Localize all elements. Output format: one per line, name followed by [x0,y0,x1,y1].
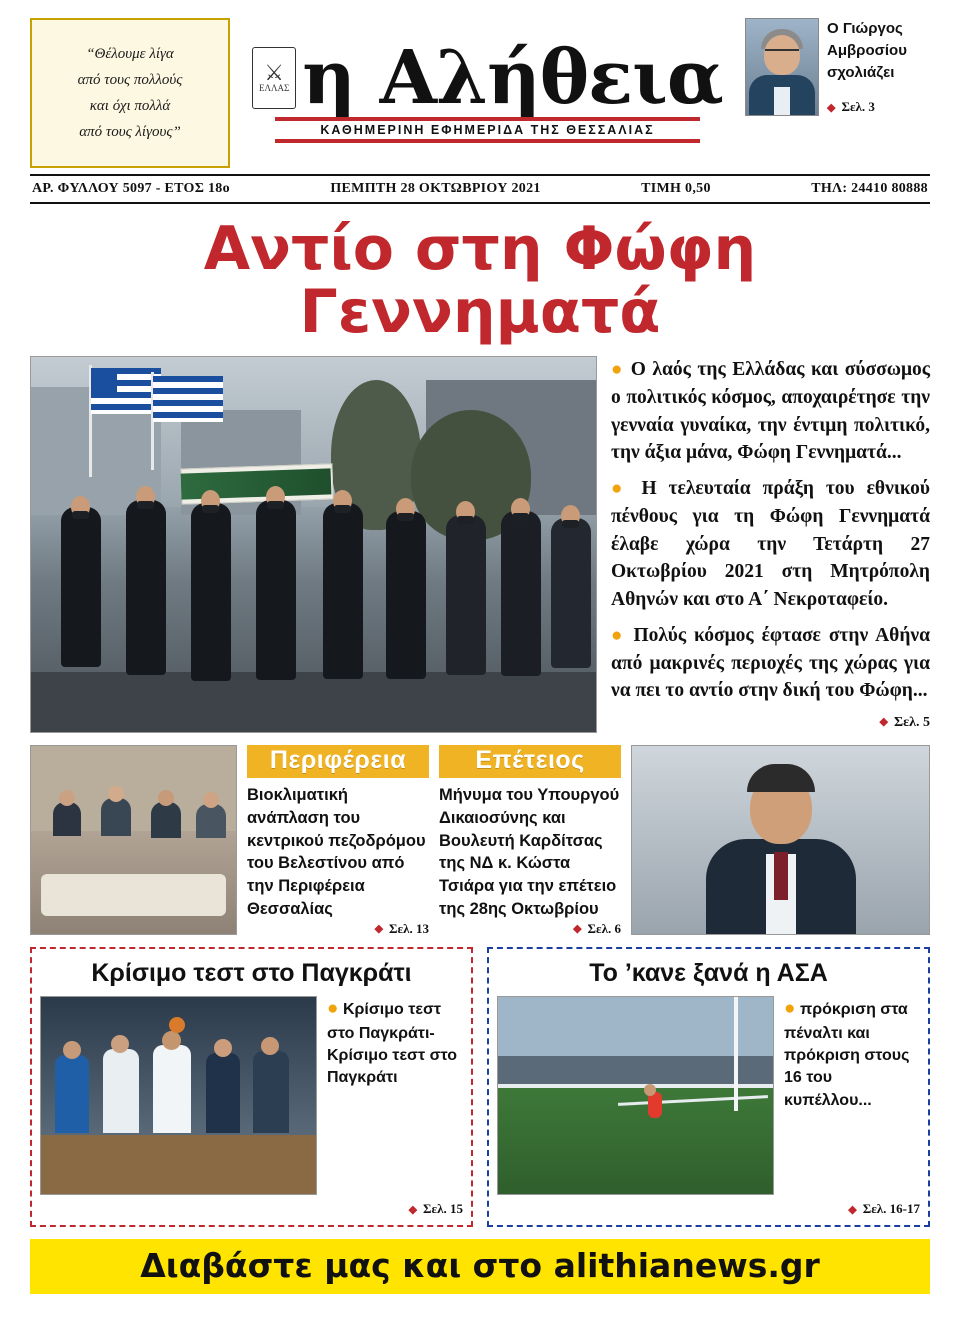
anniversary-page-ref[interactable] [439,921,621,937]
diamond-icon: ◆ [879,716,888,729]
bullet-icon: ● [611,359,625,380]
lead-page-ref[interactable] [611,713,930,733]
anniversary-page-ref-text: Σελ. 6 [587,920,621,936]
football-text: πρόκριση στα πέναλτι και πρόκριση στους 16 του κυπέλλου... [784,1001,910,1109]
lead-paragraph-1 [611,356,930,467]
lead-paragraph-2 [611,475,930,614]
basketball-text-column [327,996,463,1195]
region-text: Βιοκλιματική ανάπλαση του κεντρικού πεζοδρόμου του Βελεστίνου από την Περιφέρεια Θεσσαλίας [247,786,426,918]
masthead [30,18,930,168]
lead-story [30,356,930,733]
motto-box [30,18,230,168]
logo-area [240,18,735,168]
lead-paragraph-3 [611,622,930,705]
basketball-photo [40,996,317,1195]
anniversary-text: Μήνυμα του Υπουργού Δικαιοσύνης και Βουλευτή Καρδίτσας της ΝΔ κ. Κώστα Τσιάρα για την επέτειο της 28ης Οκτωβρίου [439,786,620,918]
basketball-page-ref-text: Σελ. 15 [423,1201,463,1216]
bullet-icon: ● [327,998,339,1019]
region-page-ref-text: Σελ. 13 [389,920,429,936]
lead-paragraph-3-text: Πολύς κόσμος έφτασε στην Αθήνα από μακρινές περιοχές της χώρας για να πει το αντίο στην δική του Φώφη... [611,624,930,702]
columnist-page-ref: Σελ. 3 [841,99,875,115]
bullet-icon: ● [611,478,630,500]
sports-box-basketball [30,947,473,1227]
middle-section [30,745,930,935]
politician-photo [631,745,930,935]
issue-number: ΑΡ. ΦΥΛΛΟΥ 5097 - ΕΤΟΣ 18ο [32,181,230,196]
football-photo [497,996,774,1195]
bullet-icon: ● [784,998,796,1019]
columnist-block[interactable] [745,18,930,168]
lead-paragraph-1-text: Ο λαός της Ελλάδας και σύσσωμος ο πολιτικός κόσμος, αποχαιρέτησε την γενναία γυναίκα, την έντιμη πολιτικό, την άξια μάνα, Φώφη Γεννηματά... [611,359,931,464]
columnist-photo [745,18,819,116]
anniversary-column [439,745,621,935]
basketball-page-ref[interactable] [40,1201,463,1217]
motto-line-4: από τους λίγους” [79,124,181,141]
bullet-icon: ● [611,624,626,646]
region-column [247,745,429,935]
motto-line-2: από τους πολλούς [77,71,183,88]
lead-page-ref-text: Σελ. 5 [893,715,930,731]
issue-price: ΤΙΜΗ 0,50 [641,181,711,196]
issue-date: ΠΕΜΠΤΗ 28 ΟΚΤΩΒΡΙΟΥ 2021 [330,181,541,196]
sports-title-basketball: Κρίσιμο τεστ στο Παγκράτι [91,959,412,987]
motto-line-3: και όχι πολλά [89,98,171,114]
football-page-ref[interactable] [497,1201,920,1217]
basketball-text: Κρίσιμο τεστ στο Παγκράτι- Κρίσιμο τεστ στο Παγκράτι [327,1001,457,1087]
region-page-ref[interactable] [247,921,429,937]
sports-title-football: Το ’κανε ξανά η ΑΣΑ [589,959,828,987]
anniversary-label: Επέτειος [439,745,621,778]
lead-text-column [611,356,930,733]
website-banner[interactable]: Διαβάστε μας και στο alithianews.gr [30,1239,930,1294]
motto-line-1: “Θέλουμε λίγα [86,45,174,62]
meeting-photo [30,745,237,935]
issue-info-bar [30,174,930,204]
issue-phone: ΤΗΛ: 24410 80888 [811,181,928,196]
diamond-icon: ◆ [408,1203,418,1216]
columnist-line-2: Αμβροσίου [827,41,907,59]
newspaper-subtitle: ΚΑΘΗΜΕΡΙΝΗ ΕΦΗΜΕΡΙΔΑ ΤΗΣ ΘΕΣΣΑΛΙΑΣ [275,117,701,143]
football-page-ref-text: Σελ. 16-17 [862,1201,920,1216]
columnist-line-1: Ο Γιώργος [827,20,903,37]
crest-label: ΕΛΛΑΣ [258,83,290,94]
newspaper-title: η Αλήθεια [302,34,723,121]
lead-photo [30,356,597,733]
diamond-icon: ◆ [573,923,582,936]
diamond-icon: ◆ [848,1203,857,1216]
diamond-icon: ◆ [827,101,836,114]
main-headline: Αντίο στη Φώφη Γεννηματά [203,214,757,347]
sports-box-football [487,947,930,1227]
sports-section [30,947,930,1227]
diamond-icon: ◆ [374,923,384,936]
region-label: Περιφέρεια [247,745,429,778]
football-text-column [784,996,920,1195]
lead-paragraph-2-text: Η τελευταία πράξη του εθνικού πένθους για τη Φώφη Γεννηματά έλαβε χώρα την Τετάρτη 27 Οκτωβρίου 2021 στη Μητρόπολη Αθηνών και στο Α΄ Νεκροταφείο. [611,478,930,611]
crest-icon: ⚔ ΕΛΛΑΣ [252,47,296,109]
columnist-line-3: σχολιάζει [827,63,895,81]
